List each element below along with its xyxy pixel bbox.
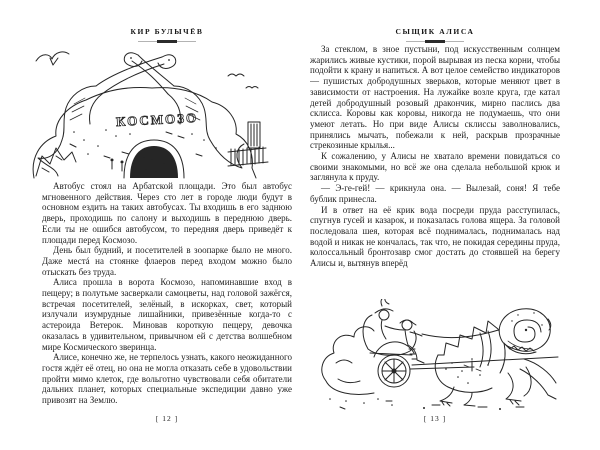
dinosaur-head xyxy=(499,309,551,354)
birds-icon xyxy=(228,74,258,88)
girl-rider xyxy=(375,299,404,339)
author-name: КИР БУЛЫЧЁВ xyxy=(130,27,204,36)
paragraph: Алисе, конечно же, не терпелось узнать, какого неожиданного гостя ждёт её отец, но она не могла отказать себе в удовольствии пройти мимо клеток, где вольготно чувствовали себя обитатели дальних планет, которых специальные экспедиции давно уже привозят на Землю. xyxy=(42,352,292,406)
paragraph: Автобус стоял на Арбатской площади. Это был автобус мгновенного действия. Через сто лет в городе люди будут в основном ездить на таких автобусах. Ты входишь в его заднюю дверь, проходишь по салону и выходишь в переднюю дверь. Если ты не ошибся автобусом, то передняя дверь приведёт к площади перед Космозо. xyxy=(42,181,292,245)
dinosaur-cart-drawing xyxy=(312,299,562,413)
pterodactyl-icon xyxy=(36,52,69,65)
page-number-left: [ 12 ] xyxy=(155,414,179,423)
page-text-left xyxy=(42,181,292,411)
cart-wheel xyxy=(374,342,414,387)
cosmozo-gate-illustration xyxy=(26,44,278,182)
ground-marks xyxy=(386,401,524,407)
paragraph: И в ответ на её крик вода посреди пруда расступилась, спугнув гусей и казарок, и показалась голова ящера. За головой последовала шея, которая всё поднималась, поднималась над водой и никак не кончалась, так что, не покидая середины пруда, колоссальный бронтозавр смог достать до стоявшей на берегу Алисы и, вытянув вперёд xyxy=(310,204,560,269)
page-number-right: [ 13 ] xyxy=(423,414,447,423)
carriage-body xyxy=(363,315,416,355)
paragraph: День был будний, и посетителей в зоопарке было не много. Даже местá на стоянке флаеров перед входом можно было отыскать без труда. xyxy=(42,245,292,277)
running-head-right xyxy=(310,21,560,46)
dust-cloud xyxy=(322,327,374,409)
running-head-left xyxy=(42,21,292,46)
paragraph: — Э-ге-гей! — крикнула она. — Вылезай, соня! Я тебе бублик принесла. xyxy=(310,183,560,204)
page-right xyxy=(300,0,600,450)
paragraph: За стеклом, в зное пустыни, под искусственным солнцем жарились живые кустики, порой вырывая из песка корни, чтобы подойти к крану и напиться. А вот целое семейство индикаторов — пушистых добродушных зверьков, которые меняют цвет в зависимости от настроения. На лужайке возле круга, где катал детей добродушный розовый дракончик, мирно паслись два склисса. Коровы как коровы, никогда не подумаешь, что они умеют летать. Но при виде Алисы склиссы заволновались, принялись мычать, побежали к ней, раскрыв прозрачные стрекозиные крылья... xyxy=(310,44,560,151)
cosmozo-gate-drawing xyxy=(26,44,278,182)
boy-rider xyxy=(400,320,424,363)
paragraph: К сожалению, у Алисы не хватало времени повидаться со своими знакомыми, но всё же она сделала небольшой крюк и заглянула к пруду. xyxy=(310,151,560,183)
page-text-right xyxy=(310,44,560,297)
book-title: СЫЩИК АЛИСА xyxy=(395,27,475,36)
cosmozo-sign: КОСМОЗО xyxy=(115,109,199,130)
paragraph: Алиса прошла в ворота Космозо, напоминавшие вход в пещеру; в полутьме засверкали самоцветы, над головой зажёгся, встречая посетителей, зелёный, в искорках, свет, который излучали изумрудные лишайники, привезённые когда-то с астероида Ветерок. Миновав короткую пещеру, девочка оказалась в удивительном, привычном ей с детства волшебном мире Космического зверинца. xyxy=(42,277,292,352)
dinosaur-cart-illustration xyxy=(312,299,562,413)
